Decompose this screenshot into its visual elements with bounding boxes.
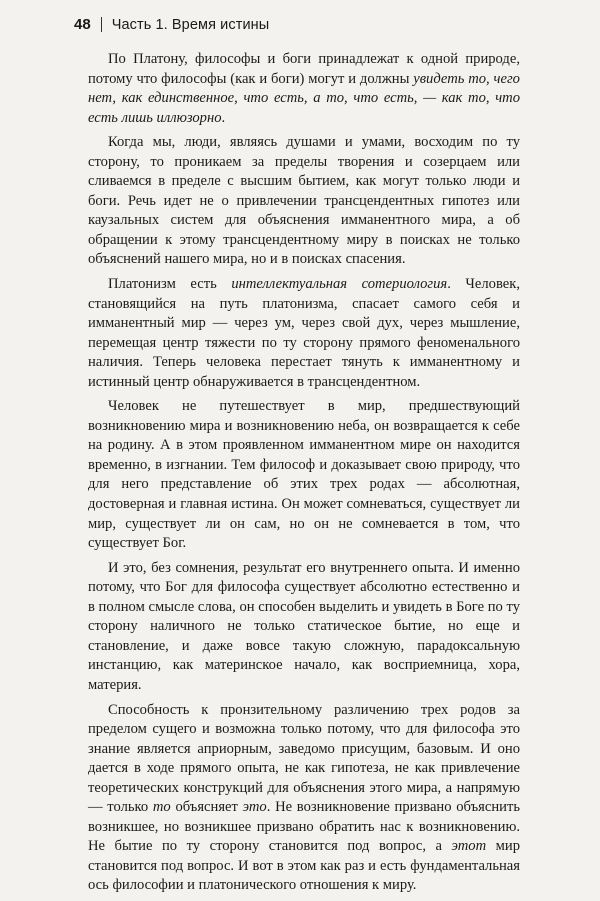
text-run: Человек не путешествует в мир, предшествующий возникновению мира и возникновению неба, он возвращается к себе на родину. А в этом проявленном имманентном мире он находится временно, в изгнании. Тем философ и доказывает свою природу, что для него представление об этих трех родах — абсолютная, достоверная и главная истина. Он может сомневаться, существует ли мир, существует ли он сам, но он не сомневается в том, что существует Бог. bbox=[88, 398, 520, 552]
header-divider bbox=[101, 17, 102, 32]
paragraph bbox=[88, 133, 520, 270]
text-run: . bbox=[221, 109, 226, 126]
text-run: Способность к пронзительному различению трех родов за пределом сущего и возможна только потому, что для философа это знание является априорным, заведомо присущим, базовым. И оно дается в ходе прямого опыта, не как гипотеза, не как привлечение теоретических конструкций для объяснения этого мира, а напрямую — только bbox=[88, 701, 520, 816]
emphasized-text: то bbox=[152, 799, 171, 816]
paragraph bbox=[88, 559, 520, 696]
running-head bbox=[74, 16, 269, 33]
body-text bbox=[88, 50, 520, 901]
emphasized-text: увидеть то, чего нет, как единственное, что есть, а то, что есть, — как то, что есть лишь иллюзорно bbox=[88, 70, 520, 126]
text-run: . Не возникновение призвано объяснить возникшее, но возникшее призвано обратить нас к возникновению. Не бытие по ту сторону становится под вопрос, а bbox=[88, 799, 520, 855]
text-run: Когда мы, люди, являясь душами и умами, восходим по ту сторону, то проникаем за пределы творения и созерцаем или сливаемся в пределе с высшим бытием, как могут только люди и боги. Речь идет не о привлечении трансцендентных гипотез или каузальных систем для объяснения имманентного мира, а об обращении к этому трансцендентному миру в поисках не только объяснений нашего мира, но и в поисках спасения. bbox=[88, 134, 520, 268]
text-run: Платонизм есть bbox=[108, 276, 232, 293]
paragraph bbox=[88, 701, 520, 896]
paragraph bbox=[88, 275, 520, 392]
text-run: объясняет bbox=[170, 799, 243, 816]
paragraph bbox=[88, 50, 520, 128]
emphasized-text: этот bbox=[451, 838, 487, 855]
chapter-title: Часть 1. Время истины bbox=[111, 16, 270, 33]
text-run: . Человек, становящийся на путь платонизма, спасает самого себя и имманентный мир — через ум, через свой дух, через мышление, перемещая центр тяжести по ту сторону прямого феноменального наличия. Теперь человека перестает тянуть к имманентному и истинный центр обнаруживается в трансцендентном. bbox=[88, 276, 520, 390]
text-run: И это, без сомнения, результат его внутреннего опыта. И именно потому, что Бог для философа существует абсолютно естественно и в полном смысле слова, он способен выделить и увидеть в Боге по ту сторону наличного не только статическое бытие, но еще и становление, и даже вовсе такую сложную, парадоксальную инстанцию, как материнское начало, как восприемница, хора, материя. bbox=[88, 559, 520, 693]
page-number: 48 bbox=[74, 16, 91, 33]
text-run: По Платону, философы и боги принадлежат к одной природе, потому что философы (как и боги) могут и должны bbox=[88, 51, 520, 87]
text-run: мир становится под вопрос. И вот в этом как раз и есть фундаментальная ось философии и платонического отношения к миру. bbox=[88, 838, 520, 894]
emphasized-text: интеллектуальная сотериология bbox=[231, 276, 448, 293]
paragraph bbox=[88, 397, 520, 553]
emphasized-text: это bbox=[242, 799, 267, 816]
